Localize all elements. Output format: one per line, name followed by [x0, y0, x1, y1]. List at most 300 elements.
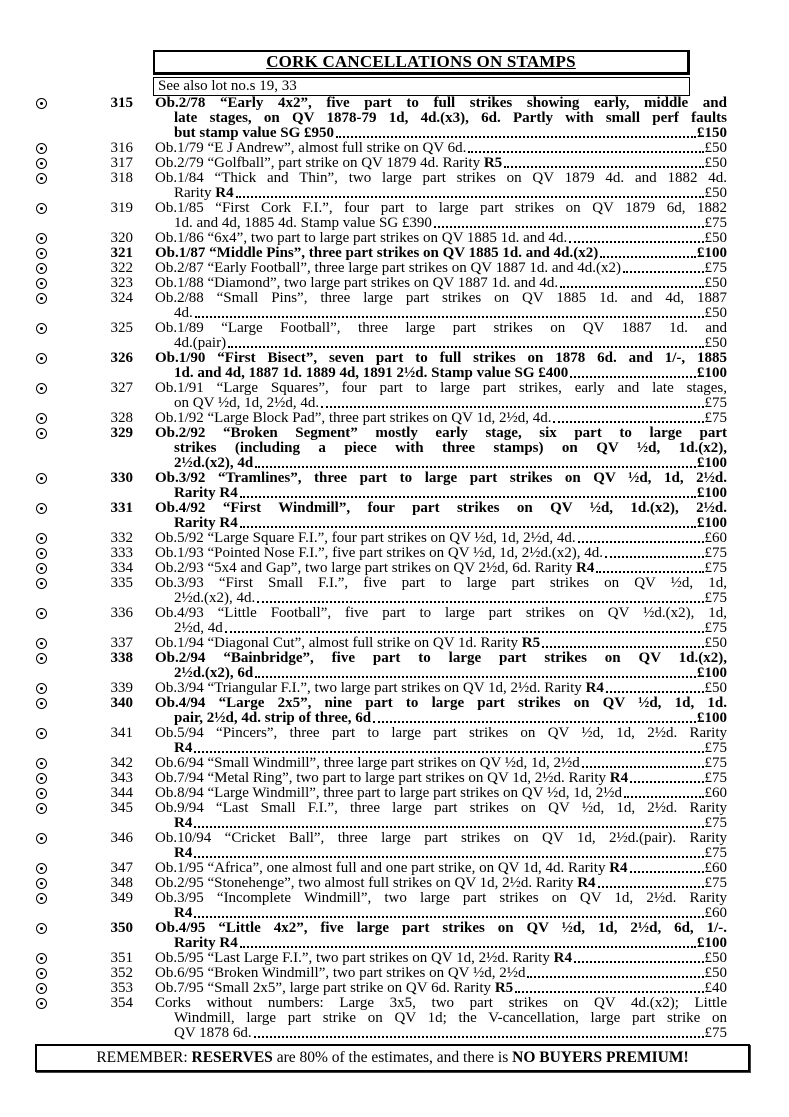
lot-description	[155, 321, 727, 351]
lot-description	[155, 696, 727, 726]
lot-number: 315	[110, 95, 133, 111]
lot-price: £75	[704, 590, 727, 606]
description-line: Ob.1/90 “First Bisect”, seven part to full strikes on 1878 6d. and 1/-, 1885	[155, 350, 727, 366]
lot-price: £100	[697, 245, 727, 261]
lot-number: 326	[110, 350, 133, 366]
lot-number: 321	[110, 245, 133, 261]
lot-row	[0, 771, 727, 786]
description-text: Ob.7/95 “Small 2x5”, large part strike on QV 6d. Rarity R5	[155, 980, 514, 996]
lot-description	[155, 546, 727, 561]
lot-description	[155, 201, 727, 231]
lot-number: 318	[110, 170, 133, 186]
lot-price: £50	[704, 335, 727, 351]
lot-number: 330	[110, 470, 133, 486]
description-line: Ob.1/91 “Large Squares”, four part to large part strikes, early and late stages,	[155, 380, 727, 396]
description-line: Ob.2/92 “Broken Segment” mostly early stage, six part to large part	[155, 425, 727, 441]
lot-number: 341	[110, 725, 133, 741]
lot-row	[0, 636, 727, 651]
lot-row	[0, 576, 727, 606]
lot-description	[155, 351, 727, 381]
dot-leader	[624, 796, 704, 798]
lot-row	[0, 231, 727, 246]
description-line	[155, 816, 727, 831]
description-text: 1d. and 4d, 1885 4d. Stamp value SG £390	[174, 215, 432, 231]
lot-number: 319	[110, 200, 133, 216]
lot-row	[0, 141, 727, 156]
lot-number: 350	[110, 920, 133, 936]
lot-description	[155, 561, 727, 576]
description-text: Ob.1/88 “Diamond”, two large part strikes on QV 1887 1d. and 4d.	[155, 275, 559, 291]
circled-dot-icon	[0, 546, 56, 561]
lot-description	[155, 576, 727, 606]
dot-leader	[504, 166, 703, 168]
description-text: Rarity R4	[174, 515, 238, 531]
description-text: Ob.6/95 “Broken Windmill”, two part strikes on QV ½d, 2½d	[155, 965, 526, 981]
lot-row	[0, 261, 727, 276]
description-line	[155, 246, 727, 261]
lot-row	[0, 321, 727, 351]
description-line: Ob.9/94 “Last Small F.I.”, three large part strikes on QV ½d, 1d, 2½d. Rarity	[155, 800, 727, 816]
lot-price: £50	[704, 155, 727, 171]
description-line	[155, 906, 727, 921]
description-line	[155, 186, 727, 201]
lot-number: 332	[110, 530, 133, 546]
lot-row	[0, 201, 727, 231]
circled-dot-icon	[0, 501, 56, 516]
description-text: Ob.1/92 “Large Block Pad”, three part strikes on QV 1d, 2½d, 4d.	[155, 410, 552, 426]
description-text: 2½d.(x2), 4d	[174, 455, 254, 471]
description-line	[155, 1026, 727, 1041]
lot-row	[0, 996, 727, 1041]
lot-row	[0, 786, 727, 801]
dot-leader	[194, 826, 703, 828]
description-text: pair, 2½d, 4d. strip of three, 6d	[174, 710, 372, 726]
lot-number: 316	[110, 140, 133, 156]
lot-row	[0, 351, 727, 381]
lot-price: £75	[704, 260, 727, 276]
description-line: Ob.3/95 “Incomplete Windmill”, two large part strikes on QV 1d, 2½d. Rarity	[155, 890, 727, 906]
lot-price: £100	[697, 935, 727, 951]
circled-dot-icon	[0, 141, 56, 156]
description-text: Ob.8/94 “Large Windmill”, three part to large part strikes on QV ½d, 1d, 2½d	[155, 785, 622, 801]
dot-leader	[336, 136, 696, 138]
circled-dot-icon	[0, 471, 56, 486]
description-line	[155, 276, 727, 291]
lot-number: 317	[110, 155, 133, 171]
lot-number: 340	[110, 695, 133, 711]
description-text: 2½d.(x2), 4d.	[174, 590, 256, 606]
lot-price: £50	[704, 965, 727, 981]
dot-leader	[240, 946, 696, 948]
lot-row	[0, 411, 727, 426]
dot-leader	[321, 406, 703, 408]
description-line	[155, 846, 727, 861]
lot-price: £100	[697, 665, 727, 681]
lot-row	[0, 966, 727, 981]
footer-notice	[35, 1044, 750, 1072]
lot-price: £100	[697, 455, 727, 471]
dot-leader	[623, 271, 703, 273]
lot-description	[155, 771, 727, 786]
lot-price: £60	[704, 905, 727, 921]
description-text: R4	[174, 740, 193, 756]
description-line	[155, 591, 727, 606]
description-line	[155, 261, 727, 276]
description-text: Ob.1/79 “E J Andrew”, almost full strike on QV 6d.	[155, 140, 467, 156]
description-line	[155, 666, 727, 681]
lot-description	[155, 411, 727, 426]
lot-price: £75	[704, 1025, 727, 1041]
circled-dot-icon	[0, 831, 56, 846]
dot-leader	[194, 916, 703, 918]
lot-row	[0, 156, 727, 171]
lot-price: £75	[704, 545, 727, 561]
lot-row	[0, 981, 727, 996]
lot-number: 343	[110, 770, 133, 786]
lot-row	[0, 606, 727, 636]
lot-row	[0, 696, 727, 726]
lot-description	[155, 276, 727, 291]
circled-dot-icon	[0, 576, 56, 591]
description-line	[155, 126, 727, 141]
description-line: Ob.1/84 “Thick and Thin”, two large part strikes on QV 1879 4d. and 1882 4d.	[155, 170, 727, 186]
lot-number: 327	[110, 380, 133, 396]
circled-dot-icon	[0, 861, 56, 876]
circled-dot-icon	[0, 411, 56, 426]
lot-description	[155, 231, 727, 246]
description-line	[155, 681, 727, 696]
lot-number: 342	[110, 755, 133, 771]
lot-price: £50	[704, 230, 727, 246]
circled-dot-icon	[0, 636, 56, 651]
circled-dot-icon	[0, 171, 56, 186]
description-line: Ob.5/94 “Pincers”, three part to large part strikes on QV ½d, 1d, 2½d. Rarity	[155, 725, 727, 741]
lot-price: £60	[704, 860, 727, 876]
circled-dot-icon	[0, 261, 56, 276]
lot-number: 351	[110, 950, 133, 966]
lot-row	[0, 951, 727, 966]
lot-description	[155, 246, 727, 261]
lot-number: 346	[110, 830, 133, 846]
circled-dot-icon	[0, 606, 56, 621]
lot-number: 345	[110, 800, 133, 816]
lot-row	[0, 171, 727, 201]
description-line: Ob.1/85 “First Cork F.I.”, four part to large part strikes on QV 1879 6d, 1882	[155, 200, 727, 216]
lot-row	[0, 426, 727, 471]
dot-leader	[606, 691, 704, 693]
description-line	[155, 636, 727, 651]
description-text: Ob.1/87 “Middle Pins”, three part strikes on QV 1885 1d. and 4d.(x2)	[155, 245, 599, 261]
circled-dot-icon	[0, 96, 56, 111]
lot-description	[155, 651, 727, 681]
lot-description	[155, 261, 727, 276]
dot-leader	[553, 421, 703, 423]
lot-number: 323	[110, 275, 133, 291]
description-line	[155, 966, 727, 981]
description-line: Ob.3/92 “Tramlines”, three part to large part strikes on QV ½d, 1d, 2½d.	[155, 470, 727, 486]
dot-leader	[570, 376, 696, 378]
lot-description	[155, 861, 727, 876]
lot-number: 336	[110, 605, 133, 621]
lot-price: £75	[704, 875, 727, 891]
lot-price: £75	[704, 770, 727, 786]
circled-dot-icon	[0, 786, 56, 801]
lot-description	[155, 831, 727, 861]
description-line	[155, 756, 727, 771]
page-title: CORK CANCELLATIONS ON STAMPS	[266, 52, 576, 71]
lot-number: 349	[110, 890, 133, 906]
description-text: 1d. and 4d, 1887 1d. 1889 4d, 1891 2½d. Stamp value SG £400	[174, 365, 569, 381]
description-text: 2½d.(x2), 6d	[174, 665, 254, 681]
dot-leader	[228, 346, 703, 348]
description-line	[155, 951, 727, 966]
description-line	[155, 546, 727, 561]
lot-number: 322	[110, 260, 133, 276]
lot-number: 344	[110, 785, 133, 801]
description-text: Ob.7/94 “Metal Ring”, two part to large part strikes on QV 1d, 2½d. Rarity R4	[155, 770, 629, 786]
lot-description	[155, 891, 727, 921]
lot-number: 338	[110, 650, 133, 666]
lot-description	[155, 471, 727, 501]
description-line	[155, 306, 727, 321]
circled-dot-icon	[0, 726, 56, 741]
description-line: Ob.3/93 “First Small F.I.”, five part to large part strikes on QV ½d, 1d,	[155, 575, 727, 591]
description-text: Ob.6/94 “Small Windmill”, three large part strikes on QV ½d, 1d, 2½d	[155, 755, 580, 771]
lot-price: £100	[697, 515, 727, 531]
lot-description	[155, 801, 727, 831]
description-text: Ob.1/94 “Diagonal Cut”, almost full strike on QV 1d. Rarity R5	[155, 635, 541, 651]
description-text: on QV ½d, 1d, 2½d, 4d.	[174, 395, 320, 411]
lot-price: £50	[704, 305, 727, 321]
lot-description	[155, 291, 727, 321]
description-text: 4d.(pair)	[174, 335, 227, 351]
lot-description	[155, 726, 727, 756]
description-text: Ob.5/92 “Large Square F.I.”, four part strikes on QV ½d, 1d, 2½d, 4d.	[155, 530, 576, 546]
description-line: Ob.4/93 “Little Football”, five part to large part strikes on QV ½d.(x2), 1d,	[155, 605, 727, 621]
lot-row	[0, 861, 727, 876]
dot-leader	[569, 241, 703, 243]
lot-number: 339	[110, 680, 133, 696]
lot-price: £100	[697, 365, 727, 381]
description-line	[155, 876, 727, 891]
circled-dot-icon	[0, 756, 56, 771]
circled-dot-icon	[0, 966, 56, 981]
description-line	[155, 711, 727, 726]
dot-leader	[560, 286, 703, 288]
lot-row	[0, 831, 727, 861]
lot-description	[155, 501, 727, 531]
lot-number: 324	[110, 290, 133, 306]
dot-leader	[194, 751, 703, 753]
description-text: R4	[174, 905, 193, 921]
description-line: strikes (including a piece with three stamps) on QV ½d, 1d.(x2),	[174, 440, 727, 456]
dot-leader	[257, 601, 703, 603]
description-line: Corks without numbers: Large 3x5, two part strikes on QV 4d.(x2); Little	[155, 995, 727, 1011]
description-line: late stages, on QV 1878-79 1d, 4d.(x3), 6d. Partly with small perf faults	[174, 110, 727, 126]
description-line	[155, 486, 727, 501]
circled-dot-icon	[0, 801, 56, 816]
description-text: Ob.2/95 “Stonehenge”, two almost full strikes on QV 1d, 2½d. Rarity R4	[155, 875, 596, 891]
description-text: Ob.2/79 “Golfball”, part strike on QV 1879 4d. Rarity R5	[155, 155, 503, 171]
description-text: Rarity R4	[174, 485, 238, 501]
circled-dot-icon	[0, 246, 56, 261]
dot-leader	[574, 961, 704, 963]
description-line	[155, 411, 727, 426]
circled-dot-icon	[0, 996, 56, 1011]
lot-price: £75	[704, 755, 727, 771]
lot-number: 347	[110, 860, 133, 876]
lot-row	[0, 381, 727, 411]
see-also-box	[153, 77, 690, 96]
dot-leader	[605, 556, 703, 558]
description-line	[155, 741, 727, 756]
lot-description	[155, 531, 727, 546]
circled-dot-icon	[0, 876, 56, 891]
lot-row	[0, 651, 727, 681]
lot-number: 354	[110, 995, 133, 1011]
dot-leader	[630, 871, 704, 873]
dot-leader	[195, 316, 704, 318]
lot-price: £75	[704, 815, 727, 831]
circled-dot-icon	[0, 351, 56, 366]
dot-leader	[600, 256, 696, 258]
description-text: but stamp value SG £950	[174, 125, 335, 141]
lot-number: 331	[110, 500, 133, 516]
description-text: Rarity R4	[174, 185, 234, 201]
lot-price: £60	[704, 785, 727, 801]
description-line: Ob.1/89 “Large Football”, three large part strikes on QV 1887 1d. and	[155, 320, 727, 336]
lot-number: 334	[110, 560, 133, 576]
lot-price: £50	[704, 275, 727, 291]
dot-leader	[194, 856, 703, 858]
dot-leader	[542, 646, 703, 648]
circled-dot-icon	[0, 291, 56, 306]
lot-price: £40	[704, 980, 727, 996]
description-line	[155, 231, 727, 246]
circled-dot-icon	[0, 651, 56, 666]
circled-dot-icon	[0, 891, 56, 906]
lot-description	[155, 156, 727, 171]
description-line	[155, 156, 727, 171]
lot-description	[155, 426, 727, 471]
footer-text: REMEMBER: RESERVES are 80% of the estimates, and there is NO BUYERS PREMIUM!	[96, 1049, 689, 1066]
section-title-box	[153, 50, 690, 75]
lot-description	[155, 981, 727, 996]
lot-number: 337	[110, 635, 133, 651]
circled-dot-icon	[0, 276, 56, 291]
lot-price: £75	[704, 845, 727, 861]
lot-price: £50	[704, 680, 727, 696]
dot-leader	[578, 541, 704, 543]
dot-leader	[236, 196, 704, 198]
lot-number: 320	[110, 230, 133, 246]
dot-leader	[527, 976, 703, 978]
description-text: R4	[174, 815, 193, 831]
description-line: Ob.2/94 “Bainbridge”, five part to large part strikes on QV 1d.(x2),	[155, 650, 727, 666]
dot-leader	[240, 526, 696, 528]
description-text: Ob.1/93 “Pointed Nose F.I.”, five part strikes on QV ½d, 1d, 2½d.(x2), 4d.	[155, 545, 604, 561]
description-text: 2½d, 4d	[174, 620, 223, 636]
description-line: Windmill, large part strike on QV 1d; the V-cancellation, large part strike on	[174, 1010, 727, 1026]
lot-description	[155, 786, 727, 801]
lot-price: £50	[704, 140, 727, 156]
description-text: Ob.1/86 “6x4”, two part to large part strikes on QV 1885 1d. and 4d.	[155, 230, 568, 246]
lot-row	[0, 891, 727, 921]
lot-price: £50	[704, 950, 727, 966]
lot-price: £75	[704, 215, 727, 231]
circled-dot-icon	[0, 381, 56, 396]
lot-price: £50	[704, 635, 727, 651]
lot-row	[0, 96, 727, 141]
description-line	[155, 981, 727, 996]
description-line: Ob.10/94 “Cricket Ball”, three large part strikes on QV 1d, 2½d.(pair). Rarity	[155, 830, 727, 846]
dot-leader	[255, 466, 696, 468]
circled-dot-icon	[0, 426, 56, 441]
dot-leader	[434, 226, 704, 228]
see-also-note: See also lot no.s 19, 33	[158, 78, 297, 94]
lot-row	[0, 276, 727, 291]
lot-description	[155, 141, 727, 156]
lot-description	[155, 756, 727, 771]
lot-number: 333	[110, 545, 133, 561]
lot-row	[0, 876, 727, 891]
circled-dot-icon	[0, 321, 56, 336]
circled-dot-icon	[0, 921, 56, 936]
description-line: Ob.2/88 “Small Pins”, three large part strikes on QV 1885 1d. and 4d, 1887	[155, 290, 727, 306]
circled-dot-icon	[0, 156, 56, 171]
lot-price: £75	[704, 620, 727, 636]
description-text: Ob.3/94 “Triangular F.I.”, two large part strikes on QV 1d, 2½d. Rarity R4	[155, 680, 604, 696]
description-line: Ob.4/95 “Little 4x2”, five large part strikes on QV ½d, 1d, 2½d, 6d, 1/-.	[155, 920, 727, 936]
lot-description	[155, 171, 727, 201]
description-line	[155, 516, 727, 531]
lot-price: £75	[704, 740, 727, 756]
description-text: QV 1878 6d.	[174, 1025, 252, 1041]
lot-row	[0, 561, 727, 576]
lot-description	[155, 681, 727, 696]
lot-row	[0, 471, 727, 501]
lot-row	[0, 546, 727, 561]
description-text: Rarity R4	[174, 935, 238, 951]
lot-price: £75	[704, 395, 727, 411]
circled-dot-icon	[0, 561, 56, 576]
dot-leader	[240, 496, 696, 498]
lot-description	[155, 951, 727, 966]
dot-leader	[373, 721, 696, 723]
lot-description	[155, 966, 727, 981]
lot-price: £150	[697, 125, 727, 141]
description-line: Ob.4/94 “Large 2x5”, nine part to large part strikes on QV ½d, 1d, 1d.	[155, 695, 727, 711]
lot-description	[155, 876, 727, 891]
lot-description	[155, 381, 727, 411]
lot-price: £75	[704, 560, 727, 576]
description-text: R4	[174, 845, 193, 861]
description-line	[155, 771, 727, 786]
lot-number: 328	[110, 410, 133, 426]
lot-number: 352	[110, 965, 133, 981]
description-text: Ob.2/87 “Early Football”, three large part strikes on QV 1887 1d. and 4d.(x2)	[155, 260, 622, 276]
lot-description	[155, 996, 727, 1041]
description-line	[155, 366, 727, 381]
description-text: Ob.1/95 “Africa”, one almost full and one part strike, on QV 1d, 4d. Rarity R4	[155, 860, 628, 876]
lot-description	[155, 606, 727, 636]
description-line	[155, 141, 727, 156]
lot-row	[0, 726, 727, 756]
lot-row	[0, 801, 727, 831]
lot-price: £60	[704, 530, 727, 546]
lot-price: £100	[697, 485, 727, 501]
description-line: Ob.2/78 “Early 4x2”, five part to full strikes showing early, middle and	[155, 95, 727, 111]
